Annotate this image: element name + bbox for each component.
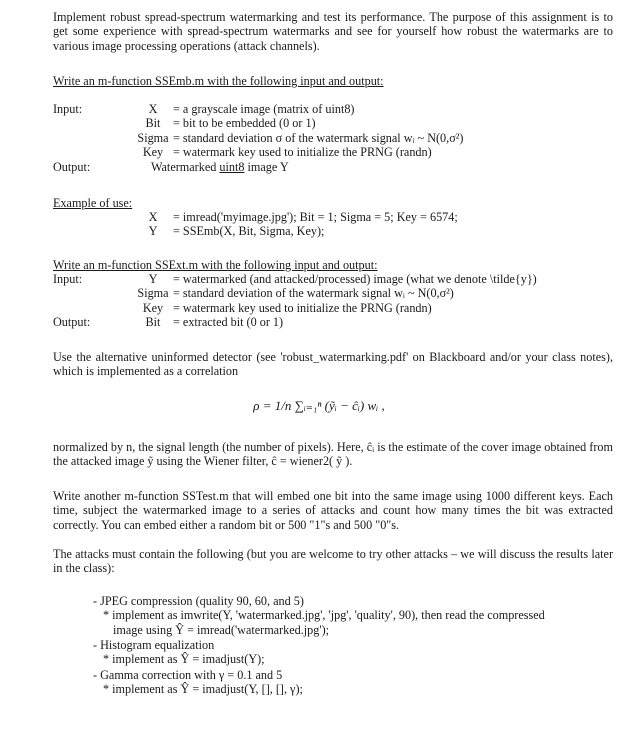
param-desc: = standard deviation of the watermark signal wᵢ ~ N(0,σ²) xyxy=(173,286,454,301)
attack-jpeg: - JPEG compression (quality 90, 60, and 5) xyxy=(93,594,304,608)
attack-histogram-impl: * implement as Ŷ = imadjust(Y); xyxy=(103,652,265,666)
attack-gamma-impl: * implement as Ŷ = imadjust(Y, [], [], γ); xyxy=(103,682,303,696)
param-row xyxy=(53,145,463,159)
output-text: Watermarked xyxy=(151,159,220,174)
intro-paragraph: Implement robust spread-spectrum watermarking and test its performance. The purpose of this assignment is to get some experience with spread-spectrum watermarks and see for yourself how robust the watermarks are to various image processing operations (attack channels). xyxy=(53,10,613,53)
param-row xyxy=(53,102,463,116)
param-row xyxy=(53,286,537,300)
param-row xyxy=(53,272,537,286)
example-heading: Example of use: xyxy=(53,196,133,210)
param-desc: = extracted bit (0 or 1) xyxy=(173,315,284,330)
example-name: Y xyxy=(148,224,158,239)
example-desc: = imread('myimage.jpg'); Bit = 1; Sigma = 5; Key = 6574; xyxy=(173,210,458,224)
example-row xyxy=(53,224,458,238)
attack-jpeg-impl: * implement as imwrite(Y, 'watermarked.jpg', 'jpg', 'quality', 90), then read the compressed xyxy=(103,608,545,622)
ssemb-param-table xyxy=(53,102,463,174)
param-desc: = watermarked (and attacked/processed) image (what we denote \tilde{y}) xyxy=(173,272,537,286)
output-label: Output: xyxy=(53,315,91,330)
input-label: Input: xyxy=(53,272,83,286)
uint8-link[interactable]: uint8 xyxy=(219,159,245,174)
param-desc: = watermark key used to initialize the PRNG (randn) xyxy=(173,300,432,315)
attack-histogram: - Histogram equalization xyxy=(93,638,215,652)
example-desc: = SSEmb(X, Bit, Sigma, Key); xyxy=(173,224,325,239)
output-row xyxy=(53,160,463,174)
attacks-intro-paragraph: The attacks must contain the following (but you are welcome to try other attacks – we will discuss the results later in the class): xyxy=(53,547,613,576)
input-label: Input: xyxy=(53,102,83,116)
output-label: Output: xyxy=(53,159,91,174)
param-name: Key xyxy=(142,300,164,315)
example-name: X xyxy=(148,210,158,224)
param-row xyxy=(53,301,537,315)
ssext-heading: Write an m-function SSExt.m with the following input and output: xyxy=(53,258,378,272)
ssemb-spec xyxy=(53,102,613,174)
output-row xyxy=(53,315,537,329)
param-desc: = watermark key used to initialize the PRNG (randn) xyxy=(173,145,432,160)
param-desc: = a grayscale image (matrix of uint8) xyxy=(173,102,355,116)
attack-gamma: - Gamma correction with γ = 0.1 and 5 xyxy=(93,668,283,682)
output-text: image Y xyxy=(244,159,289,174)
param-row xyxy=(53,131,463,145)
example-row xyxy=(53,210,458,224)
param-name: Bit xyxy=(145,116,161,131)
param-name: Bit xyxy=(145,315,161,330)
param-name: Key xyxy=(142,145,164,160)
param-desc: = bit to be embedded (0 or 1) xyxy=(173,116,316,131)
param-name: Y xyxy=(148,272,158,286)
param-name: Sigma xyxy=(137,286,169,301)
attack-jpeg-impl-cont: image using Ŷ = imread('watermarked.jpg'); xyxy=(113,623,330,637)
output-desc xyxy=(133,160,463,174)
param-desc: = standard deviation σ of the watermark signal wᵢ ~ N(0,σ²) xyxy=(173,130,464,145)
example-spec xyxy=(53,210,613,239)
param-name: X xyxy=(148,102,158,116)
detector-paragraph: Use the alternative uninformed detector (see 'robust_watermarking.pdf' on Blackboard and/or your class notes), which is implemented as a correlation xyxy=(53,350,613,379)
correlation-formula: ρ = 1/n ∑ᵢ₌₁ⁿ (ỹᵢ − ĉᵢ) wᵢ , xyxy=(253,398,385,413)
normalized-paragraph: normalized by n, the signal length (the number of pixels). Here, ĉᵢ is the estimate of the cover image obtained from the attacked image ỹ using the Wiener filter, ĉ = wiener2( ỹ ). xyxy=(53,440,613,469)
example-table xyxy=(53,210,458,239)
param-row xyxy=(53,116,463,130)
sstest-paragraph: Write another m-function SSTest.m that will embed one bit into the same image using 1000 different keys. Each time, subject the watermarked image to a series of attacks and count how many times the bit was extracted correctly. You can embed either a random bit or 500 "1"s and 500 "0"s. xyxy=(53,489,613,532)
ssext-spec xyxy=(53,272,613,330)
param-name: Sigma xyxy=(137,130,169,145)
ssext-param-table xyxy=(53,272,537,330)
ssemb-heading: Write an m-function SSEmb.m with the following input and output: xyxy=(53,74,384,88)
